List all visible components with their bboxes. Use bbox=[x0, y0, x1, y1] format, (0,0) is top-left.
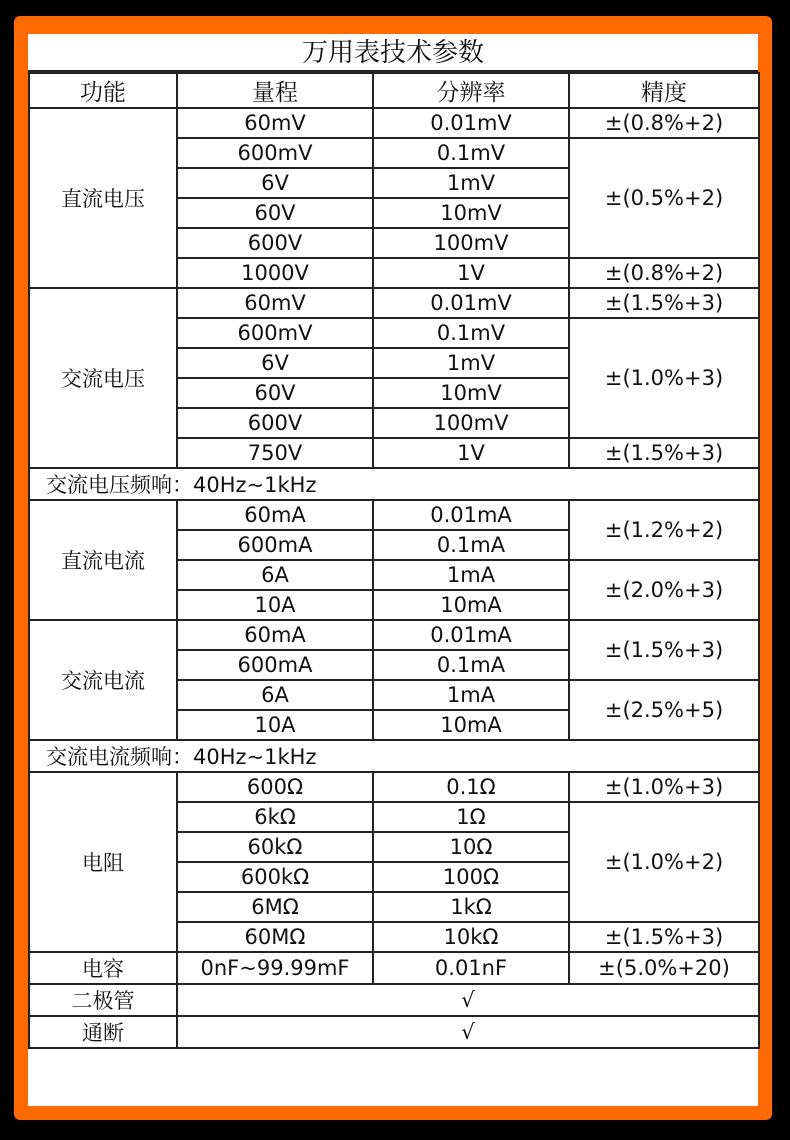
resolution-cell: 1mV bbox=[373, 348, 569, 378]
range-cell: 60kΩ bbox=[177, 832, 373, 862]
range-cell: 600mV bbox=[177, 138, 373, 168]
resolution-cell: 0.01mV bbox=[373, 288, 569, 318]
range-cell: 1000V bbox=[177, 258, 373, 288]
range-cell: 60V bbox=[177, 378, 373, 408]
range-cell: 6kΩ bbox=[177, 802, 373, 832]
range-cell: 60mV bbox=[177, 108, 373, 138]
resolution-cell: 100Ω bbox=[373, 862, 569, 892]
accuracy-cell: ±(2.0%+3) bbox=[569, 560, 759, 620]
resistance-function: 电阻 bbox=[29, 772, 177, 952]
resolution-cell: 1mA bbox=[373, 560, 569, 590]
range-cell: 600Ω bbox=[177, 772, 373, 802]
table-row bbox=[29, 108, 759, 138]
accuracy-cell: ±(1.0%+2) bbox=[569, 802, 759, 922]
range-cell: 60mV bbox=[177, 288, 373, 318]
accuracy-cell: ±(1.5%+3) bbox=[569, 620, 759, 680]
capacitance-function: 电容 bbox=[29, 952, 177, 984]
acv-frequency-note: 交流电压频响：40Hz~1kHz bbox=[29, 468, 759, 500]
resolution-cell: 1mV bbox=[373, 168, 569, 198]
resolution-cell: 10mV bbox=[373, 378, 569, 408]
header-accuracy: 精度 bbox=[569, 73, 759, 108]
spec-table bbox=[28, 72, 760, 1049]
resolution-cell: 10mA bbox=[373, 710, 569, 740]
range-cell: 60mA bbox=[177, 620, 373, 650]
table-row bbox=[29, 288, 759, 318]
header-row bbox=[29, 73, 759, 108]
range-cell: 6A bbox=[177, 560, 373, 590]
resolution-cell: 1V bbox=[373, 438, 569, 468]
accuracy-cell: ±(1.5%+3) bbox=[569, 438, 759, 468]
header-range: 量程 bbox=[177, 73, 373, 108]
range-cell: 600V bbox=[177, 228, 373, 258]
accuracy-cell: ±(0.5%+2) bbox=[569, 138, 759, 258]
range-cell: 600mA bbox=[177, 650, 373, 680]
range-cell: 60MΩ bbox=[177, 922, 373, 952]
table-row bbox=[29, 1016, 759, 1048]
resolution-cell: 1mA bbox=[373, 680, 569, 710]
resolution-cell: 0.1mA bbox=[373, 650, 569, 680]
accuracy-cell: ±(0.8%+2) bbox=[569, 108, 759, 138]
aca-function: 交流电流 bbox=[29, 620, 177, 740]
table-row bbox=[29, 772, 759, 802]
range-cell: 6A bbox=[177, 680, 373, 710]
resolution-cell: 10mV bbox=[373, 198, 569, 228]
table-row bbox=[29, 620, 759, 650]
note-row bbox=[29, 740, 759, 772]
resolution-cell: 0.01mA bbox=[373, 620, 569, 650]
range-cell: 10A bbox=[177, 710, 373, 740]
range-cell: 600V bbox=[177, 408, 373, 438]
accuracy-cell: ±(1.0%+3) bbox=[569, 772, 759, 802]
resolution-cell: 1V bbox=[373, 258, 569, 288]
header-resolution: 分辨率 bbox=[373, 73, 569, 108]
dca-function: 直流电流 bbox=[29, 500, 177, 620]
accuracy-cell: ±(1.5%+3) bbox=[569, 922, 759, 952]
dcv-function: 直流电压 bbox=[29, 108, 177, 288]
spec-sheet bbox=[28, 34, 758, 1106]
resolution-cell: 0.01nF bbox=[373, 952, 569, 984]
resolution-cell: 100mV bbox=[373, 408, 569, 438]
range-cell: 0nF~99.99mF bbox=[177, 952, 373, 984]
acv-function: 交流电压 bbox=[29, 288, 177, 468]
accuracy-cell: ±(5.0%+20) bbox=[569, 952, 759, 984]
resolution-cell: 1kΩ bbox=[373, 892, 569, 922]
range-cell: 60V bbox=[177, 198, 373, 228]
header-function: 功能 bbox=[29, 73, 177, 108]
range-cell: 10A bbox=[177, 590, 373, 620]
table-row bbox=[29, 952, 759, 984]
resolution-cell: 100mV bbox=[373, 228, 569, 258]
note-row bbox=[29, 468, 759, 500]
resolution-cell: 0.1mV bbox=[373, 138, 569, 168]
continuity-check: √ bbox=[177, 1016, 759, 1048]
resolution-cell: 0.01mV bbox=[373, 108, 569, 138]
resolution-cell: 0.01mA bbox=[373, 500, 569, 530]
range-cell: 750V bbox=[177, 438, 373, 468]
table-row bbox=[29, 500, 759, 530]
resolution-cell: 1Ω bbox=[373, 802, 569, 832]
resolution-cell: 0.1mV bbox=[373, 318, 569, 348]
diode-function: 二极管 bbox=[29, 984, 177, 1016]
diode-check: √ bbox=[177, 984, 759, 1016]
accuracy-cell: ±(1.5%+3) bbox=[569, 288, 759, 318]
continuity-function: 通断 bbox=[29, 1016, 177, 1048]
accuracy-cell: ±(1.2%+2) bbox=[569, 500, 759, 560]
range-cell: 6MΩ bbox=[177, 892, 373, 922]
range-cell: 6V bbox=[177, 168, 373, 198]
page-title: 万用表技术参数 bbox=[28, 34, 758, 72]
range-cell: 600mV bbox=[177, 318, 373, 348]
range-cell: 600kΩ bbox=[177, 862, 373, 892]
range-cell: 6V bbox=[177, 348, 373, 378]
range-cell: 600mA bbox=[177, 530, 373, 560]
resolution-cell: 10mA bbox=[373, 590, 569, 620]
orange-frame bbox=[14, 16, 772, 1120]
aca-frequency-note: 交流电流频响：40Hz~1kHz bbox=[29, 740, 759, 772]
accuracy-cell: ±(0.8%+2) bbox=[569, 258, 759, 288]
resolution-cell: 10Ω bbox=[373, 832, 569, 862]
resolution-cell: 10kΩ bbox=[373, 922, 569, 952]
accuracy-cell: ±(2.5%+5) bbox=[569, 680, 759, 740]
resolution-cell: 0.1Ω bbox=[373, 772, 569, 802]
resolution-cell: 0.1mA bbox=[373, 530, 569, 560]
accuracy-cell: ±(1.0%+3) bbox=[569, 318, 759, 438]
range-cell: 60mA bbox=[177, 500, 373, 530]
table-row bbox=[29, 984, 759, 1016]
